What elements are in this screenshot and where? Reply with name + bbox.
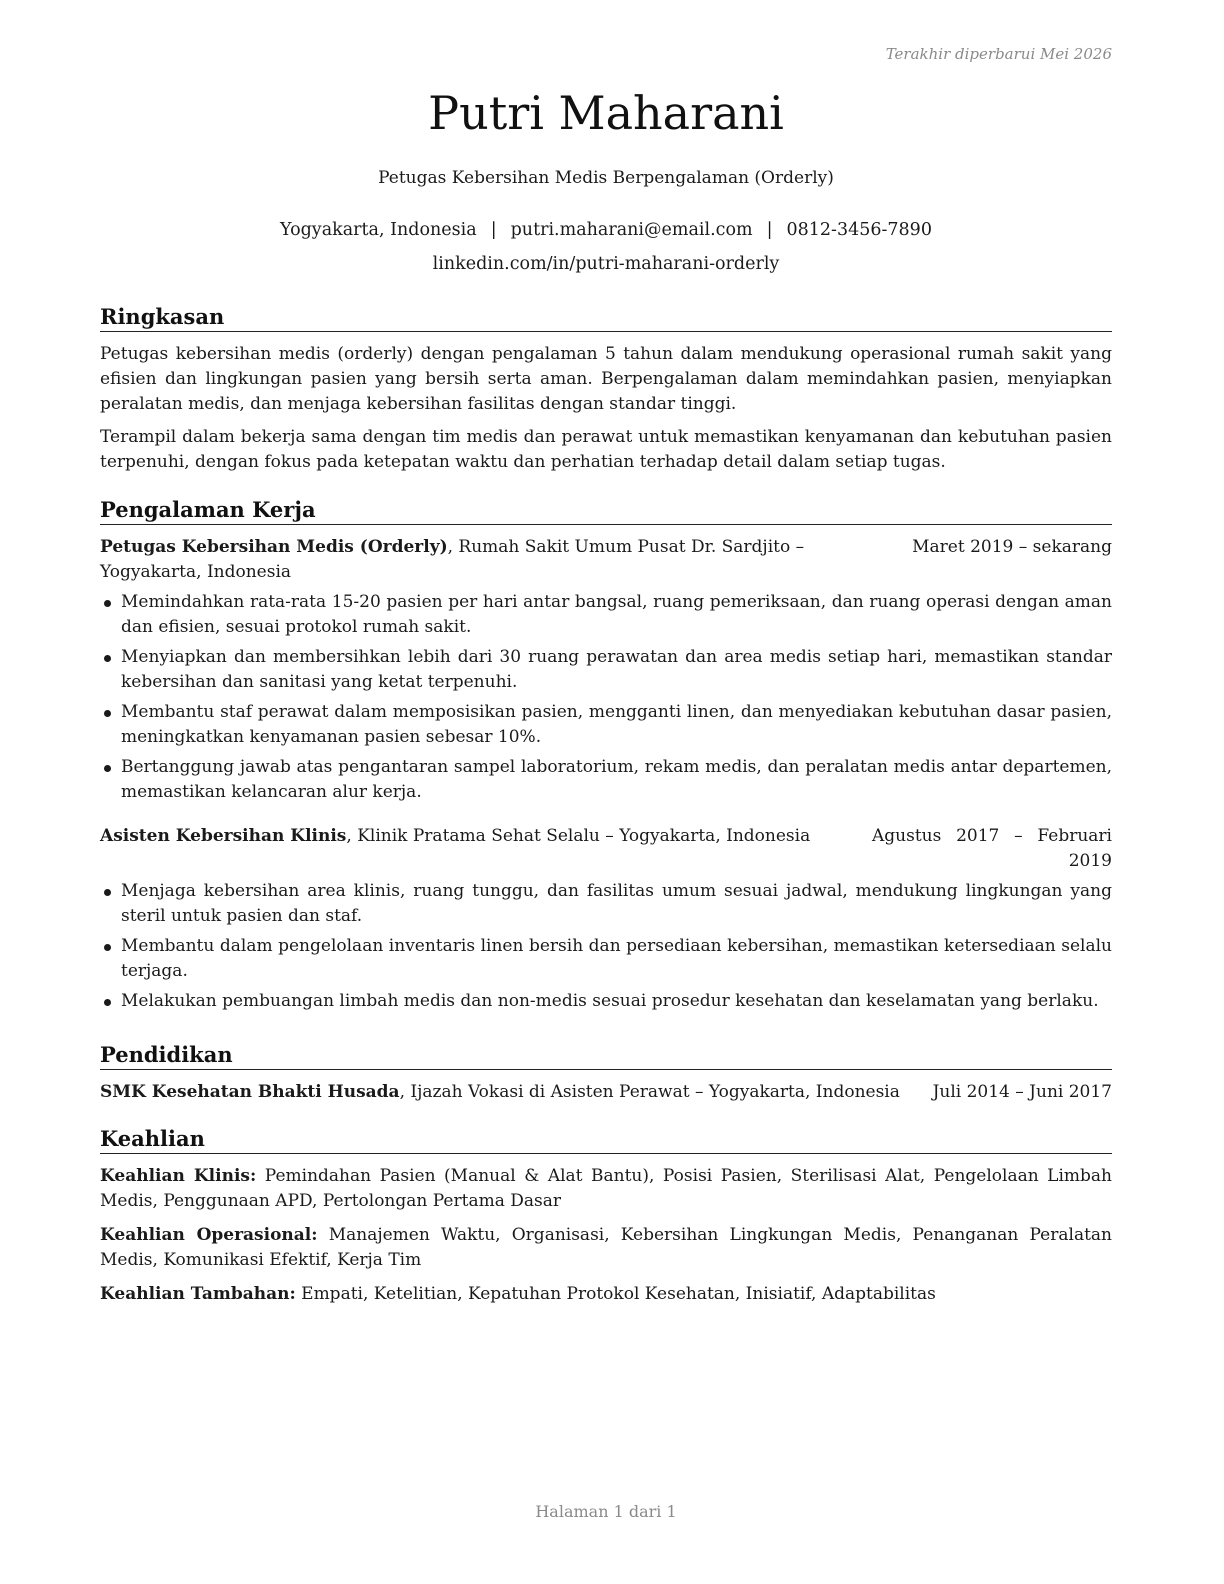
page-number: Halaman 1 dari 1 <box>535 1502 677 1521</box>
job-employer: , Rumah Sakit Umum Pusat Dr. Sardjito – Yogyakarta, Indonesia <box>100 537 805 583</box>
section-title-summary: Ringkasan <box>100 303 1112 332</box>
education-section <box>100 1041 1112 1105</box>
job-title-line <box>100 535 912 585</box>
job-dates: Agustus 2017 – Februari 2019 <box>872 826 1112 872</box>
summary-paragraph: Petugas kebersihan medis (orderly) dengan pengalaman 5 tahun dalam mendukung operasional rumah sakit yang efisien dan lingkungan pasien yang bersih serta aman. Berpengalaman dalam memindahkan pasien, menyiapkan peralatan medis, dan menjaga kebersihan fasilitas dengan standar tinggi. <box>100 344 1112 415</box>
contact-separator: | <box>490 220 497 240</box>
job-dates: Maret 2019 – sekarang <box>912 537 1112 558</box>
contact-email[interactable]: putri.maharani@email.com <box>510 220 753 240</box>
job-bullet: Memindahkan rata-rata 15-20 pasien per hari antar bangsal, ruang pemeriksaan, dan ruang operasi dengan aman dan efisien, sesuai protokol rumah sakit. <box>100 590 1112 640</box>
contact-location: Yogyakarta, Indonesia <box>280 220 477 240</box>
experience-section <box>100 496 1112 1019</box>
education-title-line <box>100 1080 933 1105</box>
job-bullet: Melakukan pembuangan limbah medis dan non-medis sesuai prosedur kesehatan dan keselamatan yang berlaku. <box>100 989 1112 1014</box>
summary-section <box>100 303 1112 483</box>
skill-group <box>100 1282 1112 1307</box>
contact-line <box>100 220 1112 240</box>
skill-group <box>100 1223 1112 1273</box>
contact-separator: | <box>766 220 773 240</box>
job-role: Petugas Kebersihan Medis (Orderly) <box>100 537 448 558</box>
candidate-headline: Petugas Kebersihan Medis Berpengalaman (Orderly) <box>378 168 834 188</box>
last-updated: Terakhir diperbarui Mei 2026 <box>885 45 1112 63</box>
education-dates: Juli 2014 – Juni 2017 <box>932 1082 1112 1103</box>
education-degree: , Ijazah Vokasi di Asisten Perawat – Yogyakarta, Indonesia <box>399 1082 900 1103</box>
job-title-line <box>100 824 872 874</box>
section-title-education: Pendidikan <box>100 1041 1112 1070</box>
job-bullet: Bertanggung jawab atas pengantaran sampel laboratorium, rekam medis, dan peralatan medis antar departemen, memastikan kelancaran alur kerja. <box>100 755 1112 805</box>
skill-group-label: Keahlian Klinis: <box>100 1166 257 1187</box>
skill-group-items: Empati, Ketelitian, Kepatuhan Protokol Kesehatan, Inisiatif, Adaptabilitas <box>295 1284 936 1305</box>
job-employer: , Klinik Pratama Sehat Selalu – Yogyakarta, Indonesia <box>346 826 811 847</box>
job-header <box>100 824 1112 874</box>
job-bullet: Menyiapkan dan membersihkan lebih dari 30 ruang perawatan dan area medis setiap hari, memastikan standar kebersihan dan sanitasi yang ketat terpenuhi. <box>100 645 1112 695</box>
contact-linkedin[interactable]: linkedin.com/in/putri-maharani-orderly <box>432 254 780 274</box>
skills-section <box>100 1125 1112 1316</box>
job-bullets <box>100 590 1112 805</box>
job-bullet: Menjaga kebersihan area klinis, ruang tunggu, dan fasilitas umum sesuai jadwal, mendukung lingkungan yang steril untuk pasien dan staf. <box>100 879 1112 929</box>
section-title-experience: Pengalaman Kerja <box>100 496 1112 525</box>
summary-paragraph: Terampil dalam bekerja sama dengan tim medis dan perawat untuk memastikan kenyamanan dan kebutuhan pasien terpenuhi, dengan fokus pada ketepatan waktu dan perhatian terhadap detail dalam setiap tugas. <box>100 427 1112 473</box>
job-bullets <box>100 879 1112 1014</box>
contact-phone: 0812-3456-7890 <box>786 220 932 240</box>
candidate-name: Putri Maharani <box>428 86 784 140</box>
job-role: Asisten Kebersihan Klinis <box>100 826 347 847</box>
education-school: SMK Kesehatan Bhakti Husada <box>100 1082 400 1103</box>
job-entry <box>100 824 1112 1014</box>
job-header <box>100 535 1112 585</box>
skill-group-label: Keahlian Tambahan: <box>100 1284 296 1305</box>
skill-group <box>100 1164 1112 1214</box>
skill-group-items: Pemindahan Pasien (Manual & Alat Bantu), Posisi Pasien, Sterilisasi Alat, Pengelolaan Limbah Medis, Penggunaan APD, Pertolongan Pertama Dasar <box>100 1166 1112 1212</box>
section-title-skills: Keahlian <box>100 1125 1112 1154</box>
education-entry <box>100 1080 1112 1105</box>
skill-group-label: Keahlian Operasional: <box>100 1225 318 1246</box>
resume-page <box>100 0 1112 1584</box>
job-bullet: Membantu staf perawat dalam memposisikan pasien, mengganti linen, dan menyediakan kebutuhan dasar pasien, meningkatkan kenyamanan pasien sebesar 10%. <box>100 700 1112 750</box>
job-entry <box>100 535 1112 805</box>
skill-group-items: Manajemen Waktu, Organisasi, Kebersihan Lingkungan Medis, Penanganan Peralatan Medis, Komunikasi Efektif, Kerja Tim <box>100 1225 1112 1271</box>
job-bullet: Membantu dalam pengelolaan inventaris linen bersih dan persediaan kebersihan, memastikan ketersediaan selalu terjaga. <box>100 934 1112 984</box>
